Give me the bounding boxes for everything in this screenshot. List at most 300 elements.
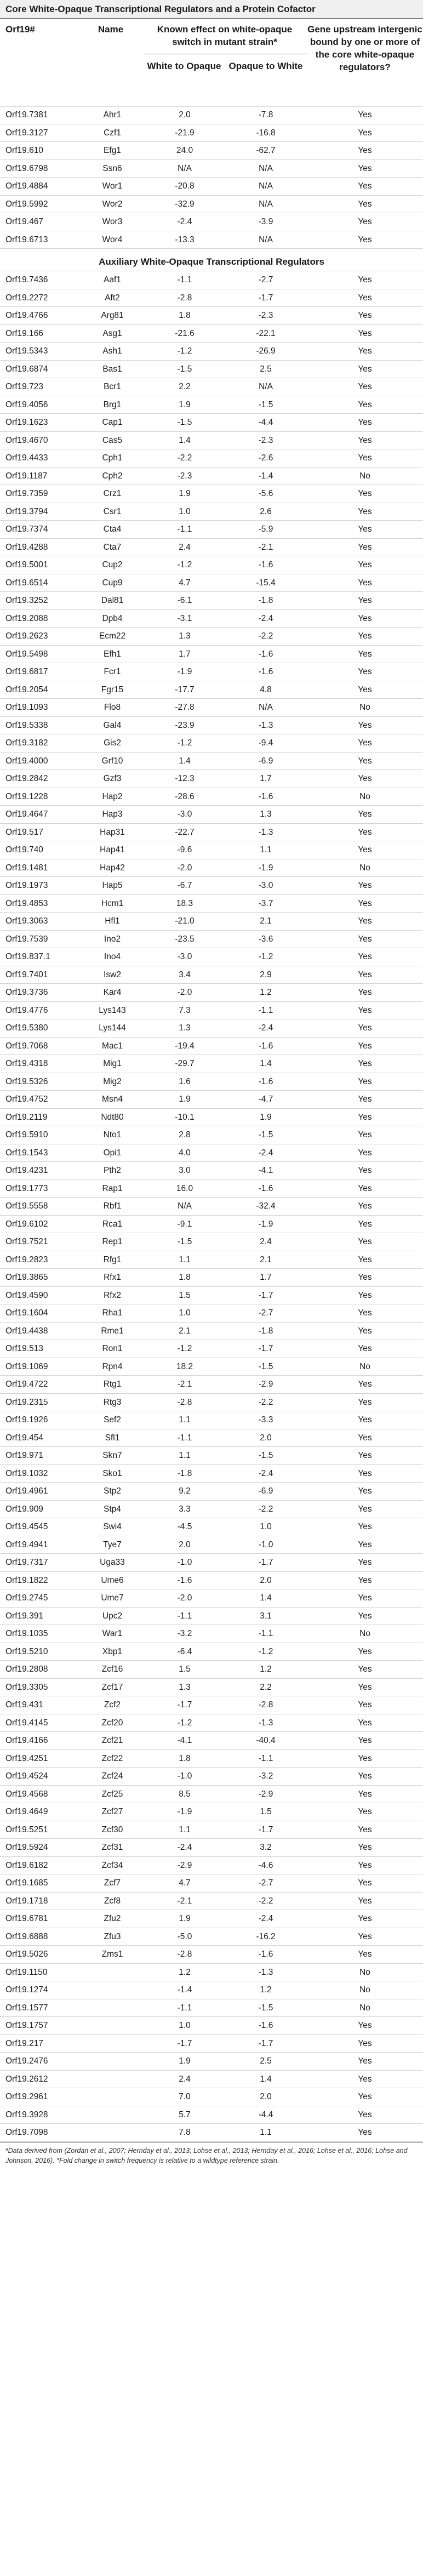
cell-opaque-to-white: -1.1 bbox=[258, 1629, 273, 1638]
cell-orf: Orf19.4145 bbox=[5, 1718, 48, 1728]
table-row bbox=[0, 1910, 423, 1928]
cell-white-to-opaque: -10.1 bbox=[175, 1112, 195, 1122]
cell-name: Rap1 bbox=[102, 1183, 123, 1193]
cell-orf: Orf19.3182 bbox=[5, 738, 48, 748]
table-row bbox=[0, 1821, 423, 1839]
table-row bbox=[0, 646, 423, 664]
cell-orf: Orf19.1685 bbox=[5, 1878, 48, 1888]
cell-gene-upstream: Yes bbox=[358, 810, 372, 819]
cell-white-to-opaque: 7.3 bbox=[179, 1005, 191, 1015]
cell-white-to-opaque: 1.0 bbox=[179, 1308, 191, 1318]
cell-white-to-opaque: -19.4 bbox=[175, 1041, 195, 1051]
cell-orf: Orf19.5001 bbox=[5, 560, 48, 569]
table-row bbox=[0, 1893, 423, 1911]
cell-name: Asg1 bbox=[102, 328, 122, 338]
cell-opaque-to-white: -1.8 bbox=[258, 1326, 273, 1336]
cell-name: War1 bbox=[102, 1629, 123, 1638]
cell-opaque-to-white: -9.4 bbox=[258, 738, 273, 748]
cell-orf: Orf19.5343 bbox=[5, 346, 48, 356]
cell-opaque-to-white: -1.7 bbox=[258, 293, 273, 303]
header-gene-upstream: Gene upstream intergenic bound by one or more of the core white-opaque regulators? bbox=[307, 24, 422, 72]
table-header bbox=[0, 19, 423, 106]
cell-white-to-opaque: -6.1 bbox=[177, 596, 192, 605]
cell-name: Zcf16 bbox=[101, 1665, 123, 1674]
cell-opaque-to-white: 1.9 bbox=[260, 1112, 272, 1122]
cell-gene-upstream: Yes bbox=[358, 1700, 372, 1709]
cell-name: Hcm1 bbox=[101, 898, 124, 908]
cell-white-to-opaque: -1.2 bbox=[177, 346, 192, 356]
cell-name: Efg1 bbox=[104, 146, 121, 155]
table-row bbox=[0, 1750, 423, 1768]
cell-opaque-to-white: 4.8 bbox=[260, 685, 272, 694]
cell-gene-upstream: No bbox=[359, 1985, 370, 1994]
cell-opaque-to-white: -2.1 bbox=[258, 542, 273, 552]
cell-gene-upstream: Yes bbox=[358, 667, 372, 676]
cell-white-to-opaque: 1.9 bbox=[179, 1095, 191, 1104]
cell-white-to-opaque: -1.2 bbox=[177, 1718, 192, 1728]
table-row bbox=[0, 1483, 423, 1501]
cell-opaque-to-white: -1.3 bbox=[258, 1718, 273, 1728]
cell-gene-upstream: Yes bbox=[358, 181, 372, 191]
cell-opaque-to-white: -1.6 bbox=[258, 560, 273, 569]
cell-opaque-to-white: -15.4 bbox=[256, 578, 276, 588]
cell-gene-upstream: Yes bbox=[358, 1255, 372, 1264]
cell-orf: Orf19.7436 bbox=[5, 275, 48, 284]
cell-orf: Orf19.3063 bbox=[5, 916, 48, 926]
cell-orf: Orf19.513 bbox=[5, 1344, 43, 1353]
cell-opaque-to-white: 1.4 bbox=[260, 1593, 272, 1603]
cell-orf: Orf19.5498 bbox=[5, 649, 48, 659]
cell-opaque-to-white: N/A bbox=[259, 163, 273, 173]
table-row bbox=[0, 1714, 423, 1732]
cell-gene-upstream: Yes bbox=[358, 1522, 372, 1531]
cell-orf: Orf19.431 bbox=[5, 1700, 43, 1709]
cell-opaque-to-white: -1.7 bbox=[258, 1558, 273, 1567]
cell-name: Zcf34 bbox=[101, 1860, 123, 1870]
table-row bbox=[0, 361, 423, 379]
cell-white-to-opaque: 2.4 bbox=[179, 542, 191, 552]
cell-white-to-opaque: -1.9 bbox=[177, 667, 192, 676]
cell-opaque-to-white: 1.1 bbox=[260, 845, 272, 854]
cell-opaque-to-white: -32.4 bbox=[256, 1201, 276, 1211]
cell-orf: Orf19.2054 bbox=[5, 685, 48, 694]
cell-white-to-opaque: -1.0 bbox=[177, 1558, 192, 1567]
cell-white-to-opaque: 1.1 bbox=[179, 1255, 191, 1264]
table-row bbox=[0, 913, 423, 931]
cell-orf: Orf19.4166 bbox=[5, 1736, 48, 1745]
cell-opaque-to-white: 2.5 bbox=[260, 364, 272, 374]
cell-orf: Orf19.837.1 bbox=[5, 952, 50, 961]
table-row bbox=[0, 1964, 423, 1982]
cell-orf: Orf19.4722 bbox=[5, 1380, 48, 1389]
table-row bbox=[0, 1572, 423, 1590]
table-row bbox=[0, 178, 423, 196]
cell-white-to-opaque: 18.3 bbox=[176, 898, 193, 908]
cell-name: Lys143 bbox=[99, 1005, 126, 1015]
cell-orf: Orf19.5338 bbox=[5, 720, 48, 730]
cell-gene-upstream: Yes bbox=[358, 827, 372, 837]
cell-white-to-opaque: -1.1 bbox=[177, 1433, 192, 1443]
cell-white-to-opaque: -2.0 bbox=[177, 1593, 192, 1603]
table-row bbox=[0, 1162, 423, 1180]
cell-opaque-to-white: -1.5 bbox=[258, 1130, 273, 1139]
table-row bbox=[0, 1055, 423, 1073]
cell-white-to-opaque: 5.7 bbox=[179, 2110, 191, 2119]
cell-opaque-to-white: N/A bbox=[259, 382, 273, 391]
cell-name: Nto1 bbox=[103, 1130, 122, 1139]
cell-opaque-to-white: 1.7 bbox=[260, 1273, 272, 1282]
cell-orf: Orf19.971 bbox=[5, 1451, 43, 1460]
cell-white-to-opaque: 1.9 bbox=[179, 1914, 191, 1923]
cell-white-to-opaque: -4.5 bbox=[177, 1522, 192, 1531]
cell-orf: Orf19.4649 bbox=[5, 1807, 48, 1816]
cell-gene-upstream: Yes bbox=[358, 2092, 372, 2101]
cell-orf: Orf19.1093 bbox=[5, 703, 48, 712]
table-row bbox=[0, 1501, 423, 1519]
cell-name: Rfx1 bbox=[104, 1273, 121, 1282]
cell-orf: Orf19.7068 bbox=[5, 1041, 48, 1051]
cell-white-to-opaque: -23.5 bbox=[175, 934, 195, 944]
table-row bbox=[0, 1536, 423, 1554]
cell-opaque-to-white: -1.7 bbox=[258, 1290, 273, 1300]
cell-white-to-opaque: 1.3 bbox=[179, 631, 191, 641]
table-row bbox=[0, 1465, 423, 1483]
cell-name: Zcf24 bbox=[101, 1771, 123, 1781]
table-row bbox=[0, 503, 423, 521]
cell-opaque-to-white: -2.9 bbox=[258, 1380, 273, 1389]
table-row bbox=[0, 1233, 423, 1251]
cell-white-to-opaque: 1.4 bbox=[179, 756, 191, 766]
cell-gene-upstream: Yes bbox=[358, 311, 372, 320]
cell-gene-upstream: Yes bbox=[358, 1112, 372, 1122]
cell-opaque-to-white: -16.8 bbox=[256, 128, 276, 138]
cell-orf: Orf19.5026 bbox=[5, 1950, 48, 1959]
cell-white-to-opaque: -2.4 bbox=[177, 217, 192, 226]
cell-white-to-opaque: -2.1 bbox=[177, 1896, 192, 1906]
cell-name: Ron1 bbox=[102, 1344, 123, 1353]
cell-opaque-to-white: -2.3 bbox=[258, 311, 273, 320]
table-row bbox=[0, 196, 423, 214]
table-row bbox=[0, 1874, 423, 1893]
cell-white-to-opaque: -2.8 bbox=[177, 293, 192, 303]
cell-gene-upstream: Yes bbox=[358, 1825, 372, 1834]
table-row bbox=[0, 106, 423, 124]
cell-gene-upstream: No bbox=[359, 2003, 370, 2013]
cell-name: Fgr15 bbox=[101, 685, 124, 694]
table-row bbox=[0, 1073, 423, 1091]
cell-orf: Orf19.4251 bbox=[5, 1753, 48, 1763]
cell-orf: Orf19.3252 bbox=[5, 596, 48, 605]
cell-orf: Orf19.4000 bbox=[5, 756, 48, 766]
cell-white-to-opaque: -6.4 bbox=[177, 1646, 192, 1656]
cell-opaque-to-white: -1.2 bbox=[258, 1646, 273, 1656]
cell-gene-upstream: Yes bbox=[358, 1468, 372, 1478]
cell-opaque-to-white: 2.0 bbox=[260, 2092, 272, 2101]
cell-opaque-to-white: N/A bbox=[259, 199, 273, 209]
table-row bbox=[0, 2071, 423, 2089]
auxiliary-rows bbox=[0, 271, 423, 2142]
table-row bbox=[0, 699, 423, 717]
cell-white-to-opaque: -1.9 bbox=[177, 1807, 192, 1816]
cell-white-to-opaque: 1.1 bbox=[179, 1415, 191, 1424]
cell-white-to-opaque: 2.4 bbox=[179, 2074, 191, 2084]
cell-white-to-opaque: 1.5 bbox=[179, 1665, 191, 1674]
cell-orf: Orf19.1150 bbox=[5, 1967, 48, 1977]
cell-opaque-to-white: -2.2 bbox=[258, 1896, 273, 1906]
cell-gene-upstream: Yes bbox=[358, 1183, 372, 1193]
table-row bbox=[0, 485, 423, 503]
table-row bbox=[0, 1679, 423, 1697]
cell-white-to-opaque: -20.8 bbox=[175, 181, 195, 191]
table-row bbox=[0, 1803, 423, 1821]
cell-name: Rha1 bbox=[102, 1308, 123, 1318]
cell-opaque-to-white: -1.6 bbox=[258, 1183, 273, 1193]
cell-gene-upstream: Yes bbox=[358, 1646, 372, 1656]
cell-white-to-opaque: -9.6 bbox=[177, 845, 192, 854]
cell-opaque-to-white: -2.2 bbox=[258, 1397, 273, 1407]
cell-name: Wor1 bbox=[102, 181, 123, 191]
cell-white-to-opaque: 1.1 bbox=[179, 1451, 191, 1460]
cell-gene-upstream: Yes bbox=[358, 952, 372, 961]
table-row bbox=[0, 2017, 423, 2035]
table-row bbox=[0, 966, 423, 984]
cell-name: Rep1 bbox=[102, 1237, 123, 1246]
cell-white-to-opaque: 16.0 bbox=[176, 1183, 193, 1193]
table-row bbox=[0, 895, 423, 913]
cell-opaque-to-white: -2.4 bbox=[258, 1468, 273, 1478]
cell-orf: Orf19.1577 bbox=[5, 2003, 48, 2013]
cell-opaque-to-white: -1.9 bbox=[258, 863, 273, 873]
cell-white-to-opaque: -21.0 bbox=[175, 916, 195, 926]
cell-name: Zcf22 bbox=[101, 1753, 123, 1763]
cell-white-to-opaque: 8.5 bbox=[179, 1789, 191, 1799]
cell-opaque-to-white: -5.6 bbox=[258, 489, 273, 498]
cell-opaque-to-white: -5.9 bbox=[258, 525, 273, 534]
table-row bbox=[0, 2035, 423, 2053]
cell-opaque-to-white: N/A bbox=[259, 235, 273, 244]
cell-orf: Orf19.6713 bbox=[5, 235, 48, 244]
cell-opaque-to-white: -6.9 bbox=[258, 756, 273, 766]
cell-gene-upstream: Yes bbox=[358, 1736, 372, 1745]
table-row bbox=[0, 271, 423, 289]
header-name: Name bbox=[98, 24, 124, 35]
cell-orf: Orf19.2612 bbox=[5, 2074, 48, 2084]
cell-orf: Orf19.7317 bbox=[5, 1558, 48, 1567]
table-row bbox=[0, 449, 423, 468]
cell-white-to-opaque: -2.8 bbox=[177, 1950, 192, 1959]
cell-orf: Orf19.2961 bbox=[5, 2092, 48, 2101]
table-row bbox=[0, 1786, 423, 1804]
cell-orf: Orf19.7374 bbox=[5, 525, 48, 534]
cell-orf: Orf19.4318 bbox=[5, 1059, 48, 1068]
cell-name: Cph1 bbox=[102, 453, 123, 463]
cell-orf: Orf19.1822 bbox=[5, 1575, 48, 1585]
cell-opaque-to-white: -2.6 bbox=[258, 453, 273, 463]
header-known-effect: Known effect on white-opaque switch in mutant strain* bbox=[157, 24, 293, 47]
cell-opaque-to-white: -2.2 bbox=[258, 631, 273, 641]
cell-opaque-to-white: -1.3 bbox=[258, 827, 273, 837]
cell-name: Isw2 bbox=[104, 970, 121, 979]
cell-white-to-opaque: 18.2 bbox=[176, 1361, 193, 1371]
cell-gene-upstream: Yes bbox=[358, 1273, 372, 1282]
cell-name: Mig1 bbox=[103, 1059, 122, 1068]
cell-opaque-to-white: -1.3 bbox=[258, 1967, 273, 1977]
cell-opaque-to-white: 2.2 bbox=[260, 1682, 272, 1692]
cell-gene-upstream: Yes bbox=[358, 1950, 372, 1959]
cell-opaque-to-white: -4.1 bbox=[258, 1166, 273, 1175]
cell-opaque-to-white: -2.3 bbox=[258, 435, 273, 445]
cell-white-to-opaque: -2.8 bbox=[177, 1397, 192, 1407]
cell-orf: Orf19.4884 bbox=[5, 181, 48, 191]
cell-name: Ino2 bbox=[104, 934, 121, 944]
cell-gene-upstream: Yes bbox=[358, 110, 372, 119]
cell-orf: Orf19.5380 bbox=[5, 1023, 48, 1033]
cell-orf: Orf19.7098 bbox=[5, 2128, 48, 2137]
cell-orf: Orf19.4853 bbox=[5, 898, 48, 908]
cell-white-to-opaque: 1.1 bbox=[179, 1825, 191, 1834]
cell-opaque-to-white: -3.7 bbox=[258, 898, 273, 908]
cell-name: Zcf20 bbox=[101, 1718, 123, 1728]
table-row bbox=[0, 1269, 423, 1287]
cell-opaque-to-white: 2.1 bbox=[260, 916, 272, 926]
cell-white-to-opaque: 4.0 bbox=[179, 1148, 191, 1158]
cell-opaque-to-white: -2.8 bbox=[258, 1700, 273, 1709]
cell-orf: Orf19.6874 bbox=[5, 364, 48, 374]
footnote-text: ªData derived from (Zordan et al., 2007; Hernday et al., 2013; Lohse et al., 2013; Hernday et al., 2016; Lohse et al., 2016; Lohse and Johnson, 2016). *Fold change in switch frequency is relative to a wildtype reference strain. bbox=[5, 2146, 408, 2164]
cell-white-to-opaque: 2.1 bbox=[179, 1326, 191, 1336]
cell-opaque-to-white: -1.3 bbox=[258, 720, 273, 730]
cell-orf: Orf19.5558 bbox=[5, 1201, 48, 1211]
table-row bbox=[0, 1589, 423, 1608]
table-row bbox=[0, 468, 423, 486]
cell-gene-upstream: Yes bbox=[358, 1504, 372, 1514]
cell-orf: Orf19.2745 bbox=[5, 1593, 48, 1603]
cell-orf: Orf19.4231 bbox=[5, 1166, 48, 1175]
cell-name: Cup2 bbox=[102, 560, 123, 569]
cell-name: Uga33 bbox=[100, 1558, 125, 1567]
cell-orf: Orf19.3865 bbox=[5, 1273, 48, 1282]
cell-name: Hfl1 bbox=[105, 916, 120, 926]
cell-orf: Orf19.4590 bbox=[5, 1290, 48, 1300]
cell-opaque-to-white: -1.7 bbox=[258, 2038, 273, 2048]
cell-gene-upstream: Yes bbox=[358, 1130, 372, 1139]
cell-name: Rfg1 bbox=[103, 1255, 122, 1264]
cell-gene-upstream: Yes bbox=[358, 1415, 372, 1424]
cell-orf: Orf19.6514 bbox=[5, 578, 48, 588]
cell-white-to-opaque: 3.3 bbox=[179, 1504, 191, 1514]
cell-name: Cta7 bbox=[103, 542, 122, 552]
cell-opaque-to-white: -1.5 bbox=[258, 1361, 273, 1371]
cell-gene-upstream: Yes bbox=[358, 631, 372, 641]
cell-name: Ahr1 bbox=[103, 110, 122, 119]
table-row bbox=[0, 1999, 423, 2018]
cell-white-to-opaque: 1.6 bbox=[179, 1076, 191, 1086]
cell-white-to-opaque: -21.6 bbox=[175, 328, 195, 338]
table-row bbox=[0, 984, 423, 1002]
core-rows bbox=[0, 106, 423, 249]
cell-white-to-opaque: -1.5 bbox=[177, 418, 192, 427]
cell-gene-upstream: Yes bbox=[358, 756, 372, 766]
cell-name: Ume7 bbox=[101, 1593, 124, 1603]
cell-orf: Orf19.4752 bbox=[5, 1095, 48, 1104]
cell-white-to-opaque: -6.7 bbox=[177, 881, 192, 890]
cell-opaque-to-white: N/A bbox=[259, 703, 273, 712]
cell-name: Bcr1 bbox=[104, 382, 121, 391]
cell-opaque-to-white: N/A bbox=[259, 181, 273, 191]
cell-orf: Orf19.1032 bbox=[5, 1468, 48, 1478]
cell-white-to-opaque: 1.4 bbox=[179, 435, 191, 445]
cell-white-to-opaque: -3.2 bbox=[177, 1629, 192, 1638]
cell-opaque-to-white: -6.9 bbox=[258, 1486, 273, 1496]
table-row bbox=[0, 289, 423, 307]
cell-name: Aaf1 bbox=[104, 275, 121, 284]
cell-opaque-to-white: -1.4 bbox=[258, 471, 273, 481]
cell-opaque-to-white: 1.7 bbox=[260, 774, 272, 783]
cell-gene-upstream: Yes bbox=[358, 1753, 372, 1763]
cell-white-to-opaque: 4.7 bbox=[179, 1878, 191, 1888]
cell-gene-upstream: Yes bbox=[358, 1914, 372, 1923]
cell-name: Zcf7 bbox=[104, 1878, 121, 1888]
table-row bbox=[0, 1661, 423, 1679]
cell-name: Ino4 bbox=[104, 952, 121, 961]
cell-gene-upstream: Yes bbox=[358, 1023, 372, 1033]
cell-name: Hap31 bbox=[100, 827, 125, 837]
cell-gene-upstream: Yes bbox=[358, 1166, 372, 1175]
cell-name: Arg81 bbox=[101, 311, 124, 320]
cell-name: Cta4 bbox=[103, 525, 122, 534]
cell-opaque-to-white: 2.0 bbox=[260, 1575, 272, 1585]
cell-white-to-opaque: -2.0 bbox=[177, 863, 192, 873]
cell-opaque-to-white: 3.1 bbox=[260, 1611, 272, 1621]
table-row bbox=[0, 307, 423, 325]
cell-white-to-opaque: 1.9 bbox=[179, 400, 191, 409]
cell-white-to-opaque: 1.0 bbox=[179, 2021, 191, 2030]
cell-name: Rtg1 bbox=[103, 1380, 122, 1389]
cell-orf: Orf19.5210 bbox=[5, 1646, 48, 1656]
table-row bbox=[0, 1447, 423, 1465]
cell-gene-upstream: Yes bbox=[358, 1771, 372, 1781]
cell-orf: Orf19.1069 bbox=[5, 1361, 48, 1371]
cell-white-to-opaque: -13.3 bbox=[175, 235, 195, 244]
cell-gene-upstream: Yes bbox=[358, 453, 372, 463]
cell-name: Rbf1 bbox=[103, 1201, 122, 1211]
cell-orf: Orf19.723 bbox=[5, 382, 43, 391]
cell-gene-upstream: Yes bbox=[358, 1041, 372, 1051]
table-row bbox=[0, 1376, 423, 1394]
cell-white-to-opaque: 2.8 bbox=[179, 1130, 191, 1139]
table-row bbox=[0, 1304, 423, 1323]
cell-orf: Orf19.7539 bbox=[5, 934, 48, 944]
cell-opaque-to-white: 2.0 bbox=[260, 1433, 272, 1443]
table-row bbox=[0, 1928, 423, 1946]
cell-opaque-to-white: 1.4 bbox=[260, 1059, 272, 1068]
table-row bbox=[0, 1198, 423, 1216]
cell-name: Msn4 bbox=[102, 1095, 123, 1104]
cell-name: Ecm22 bbox=[99, 631, 126, 641]
cell-gene-upstream: Yes bbox=[358, 400, 372, 409]
header-white-to-opaque: White to Opaque bbox=[147, 61, 221, 71]
table-row bbox=[0, 1429, 423, 1447]
cell-gene-upstream: Yes bbox=[358, 988, 372, 997]
table-row bbox=[0, 2106, 423, 2124]
cell-opaque-to-white: 2.6 bbox=[260, 506, 272, 516]
cell-white-to-opaque: -29.7 bbox=[175, 1059, 195, 1068]
cell-orf: Orf19.6817 bbox=[5, 667, 48, 676]
cell-gene-upstream: Yes bbox=[358, 418, 372, 427]
table-row bbox=[0, 770, 423, 788]
cell-gene-upstream: Yes bbox=[358, 199, 372, 209]
table-row bbox=[0, 859, 423, 877]
